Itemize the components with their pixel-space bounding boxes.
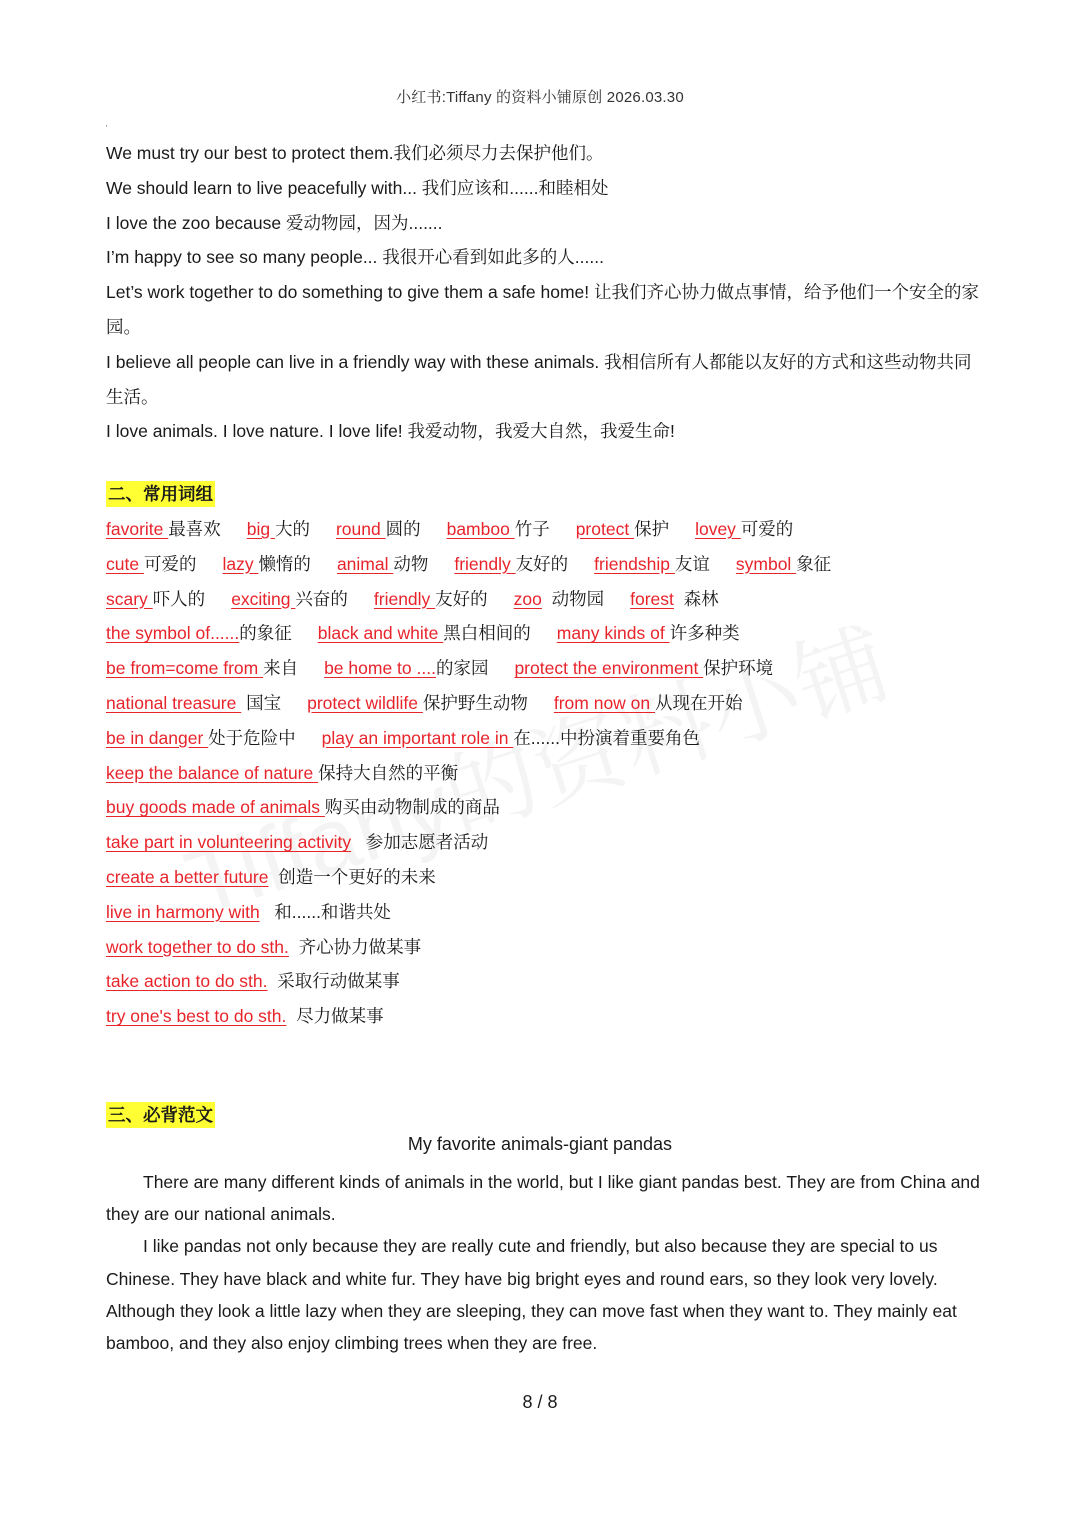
phrase-item	[106, 756, 458, 791]
phrase-item	[106, 721, 296, 756]
phrase-item	[322, 721, 700, 756]
phrase-chinese: 森林	[673, 588, 719, 609]
phrase-chinese: 最喜欢	[168, 519, 221, 539]
sentence-list	[106, 136, 986, 449]
phrase-item	[307, 686, 528, 721]
phrase-item	[106, 616, 292, 651]
phrase-item	[557, 616, 740, 651]
phrase-chinese: 兴奋的	[295, 588, 348, 609]
phrase-chinese: 在......中扮演着重要角色	[513, 727, 700, 748]
phrase-row	[106, 721, 986, 756]
phrase-chinese: 保护	[634, 519, 670, 539]
phrase-item	[106, 999, 384, 1034]
phrase-chinese: 参加志愿者活动	[351, 832, 489, 853]
section-heading-phrases: 二、常用词组	[106, 481, 215, 507]
phrase-chinese: 圆的	[385, 519, 421, 539]
phrase-item	[231, 582, 348, 617]
phrase-row	[106, 582, 986, 617]
phrase-english: from now on	[553, 692, 656, 713]
phrase-english: cute	[106, 553, 144, 574]
phrase-row	[106, 825, 986, 860]
phrase-english: zoo	[513, 588, 542, 609]
essay-title: My favorite animals-giant pandas	[407, 1134, 673, 1154]
sentence: I love animals. I love nature. I love life! 我爱动物，我爱大自然，我爱生命!	[106, 421, 675, 442]
phrase-row	[106, 790, 986, 825]
phrase-item	[318, 616, 531, 651]
phrase-item	[594, 547, 710, 582]
phrase-item	[247, 512, 310, 547]
phrase-row	[106, 756, 986, 791]
essay-body	[106, 1166, 981, 1359]
phrase-chinese: 大的	[274, 519, 310, 539]
phrase-row	[106, 512, 986, 547]
phrase-chinese: 友好的	[435, 588, 488, 609]
phrase-chinese: 黑白相间的	[443, 623, 531, 644]
phrase-english: forest	[630, 588, 674, 609]
sentence: I believe all people can live in a friendly way with these animals. 我相信所有人都能以友好的方式和这些动物共同生活。	[106, 351, 972, 407]
phrase-english: national treasure	[106, 692, 242, 713]
phrase-row	[106, 999, 986, 1034]
phrase-row	[106, 860, 986, 895]
phrase-english: friendly	[454, 553, 516, 574]
phrase-item	[514, 582, 604, 617]
phrase-row	[106, 930, 986, 965]
phrase-item	[106, 512, 221, 547]
phrase-chinese: 友好的	[515, 553, 569, 574]
phrase-chinese: 采取行动做某事	[267, 971, 400, 992]
phrase-item	[222, 547, 310, 582]
phrase-chinese: 购买由动物制成的商品	[324, 797, 500, 818]
phrase-chinese: 动物	[393, 553, 429, 574]
phrase-english: many kinds of	[556, 623, 670, 644]
phrase-chinese: 象征	[796, 553, 832, 574]
phrase-item	[106, 582, 205, 617]
phrase-row	[106, 895, 986, 930]
phrase-english: create a better future	[106, 866, 269, 887]
phrase-item	[106, 930, 421, 965]
sentence: Let’s work together to do something to give them a safe home! 让我们齐心协力做点事情，给予他们一个安全的家园。	[106, 282, 980, 337]
phrase-english: bamboo	[446, 519, 515, 539]
phrase-chinese: 来自	[263, 658, 299, 679]
sentence: We must try our best to protect them.我们必须尽力去保护他们。	[106, 143, 604, 163]
phrase-english: play an important role in	[321, 727, 514, 748]
phrase-english: lazy	[222, 553, 259, 574]
sentence: I’m happy to see so many people... 我很开心看到如此多的人......	[106, 247, 604, 268]
page-header: 小红书:Tiffany 的资料小铺原创 2026.03.30	[396, 89, 684, 106]
phrase-item	[336, 512, 421, 547]
phrase-english: friendship	[594, 553, 675, 574]
phrase-english: symbol	[735, 553, 797, 574]
page-number: 8 / 8	[522, 1392, 558, 1412]
phrase-item	[454, 547, 568, 582]
phrase-chinese: 吓人的	[152, 588, 206, 609]
phrase-item	[106, 686, 281, 721]
phrase-english: big	[246, 519, 275, 539]
phrase-item	[736, 547, 831, 582]
phrase-english: work together to do sth.	[106, 936, 289, 957]
phrase-chinese: 国宝	[241, 692, 282, 713]
phrase-item	[514, 651, 773, 686]
tick-mark: '	[106, 124, 108, 133]
phrase-english: black and white	[317, 623, 444, 644]
sentence: I love the zoo because 爱动物园，因为.......	[106, 212, 443, 233]
phrase-english: the symbol of......	[106, 623, 240, 644]
phrase-item	[374, 582, 488, 617]
phrase-item	[106, 860, 436, 895]
phrase-chinese: 齐心协力做某事	[288, 936, 422, 957]
phrase-english: try one's best to do sth.	[106, 1006, 287, 1027]
phrase-english: be in danger	[106, 727, 209, 748]
phrase-chinese: 保持大自然的平衡	[318, 762, 459, 783]
phrase-english: be home to ....	[324, 658, 436, 679]
sentence: We should learn to live peacefully with... 我们应该和......和睦相处	[106, 177, 609, 198]
phrase-chinese: 处于危险中	[208, 727, 296, 748]
phrase-row	[106, 964, 986, 999]
phrase-english: be from=come from	[106, 658, 264, 679]
phrase-row	[106, 686, 986, 721]
phrase-item	[554, 686, 743, 721]
phrase-english: buy goods made of animals	[106, 797, 325, 818]
phrase-item	[106, 651, 298, 686]
phrase-chinese: 可爱的	[143, 553, 197, 574]
phrase-chinese: 创造一个更好的未来	[268, 866, 436, 887]
phrase-item	[106, 964, 400, 999]
phrase-chinese: 的家园	[435, 658, 489, 679]
phrase-item	[106, 895, 391, 930]
phrase-english: take action to do sth.	[106, 971, 268, 992]
phrase-row	[106, 651, 986, 686]
phrase-english: protect the environment	[514, 658, 704, 679]
phrase-english: round	[335, 519, 386, 539]
phrase-chinese: 保护野生动物	[422, 692, 528, 713]
phrase-english: protect	[575, 519, 635, 539]
phrase-english: lovey	[695, 519, 741, 539]
phrase-item	[695, 512, 793, 547]
phrase-chinese: 许多种类	[669, 623, 740, 644]
essay-paragraph: There are many different kinds of animals in the world, but I like giant pandas best. They are from China and they are our national animals.	[106, 1172, 980, 1225]
phrase-list	[106, 512, 986, 1034]
phrase-row	[106, 616, 986, 651]
phrase-english: live in harmony with	[106, 901, 260, 922]
phrase-english: protect wildlife	[307, 692, 423, 713]
phrase-chinese: 可爱的	[740, 519, 794, 539]
phrase-chinese: 从现在开始	[655, 692, 743, 713]
section-heading-essay: 三、必背范文	[106, 1102, 215, 1128]
phrase-english: keep the balance of nature	[106, 762, 319, 783]
phrase-item	[324, 651, 488, 686]
phrase-item	[106, 825, 488, 860]
phrase-chinese: 和......和谐共处	[259, 901, 391, 922]
phrase-item	[106, 547, 196, 582]
phrase-chinese: 保护环境	[703, 658, 774, 679]
phrase-item	[337, 547, 428, 582]
phrase-chinese: 动物园	[541, 588, 605, 609]
phrase-english: exciting	[231, 588, 296, 609]
phrase-chinese: 懒惰的	[258, 553, 311, 574]
phrase-chinese: 友谊	[674, 553, 710, 574]
essay-paragraph: I like pandas not only because they are really cute and friendly, but also because they are special to us Chinese. They have black and white fur. They have big bright eyes and round ears, so they look very lovely. Although they look a little lazy when they are sleeping, they can move fast when they want to. They mainly eat bamboo, and they also enjoy climbing trees when they are free.	[106, 1236, 957, 1354]
phrase-english: favorite	[106, 519, 169, 539]
phrase-row	[106, 547, 986, 582]
phrase-chinese: 竹子	[514, 519, 550, 539]
phrase-english: animal	[336, 553, 394, 574]
phrase-chinese: 尽力做某事	[286, 1006, 384, 1027]
phrase-chinese: 的象征	[239, 623, 292, 644]
phrase-item	[106, 790, 500, 825]
phrase-english: friendly	[373, 588, 436, 609]
phrase-item	[576, 512, 669, 547]
phrase-english: scary	[106, 588, 153, 609]
phrase-english: take part in volunteering activity	[106, 832, 352, 853]
phrase-item	[630, 582, 719, 617]
phrase-item	[447, 512, 550, 547]
